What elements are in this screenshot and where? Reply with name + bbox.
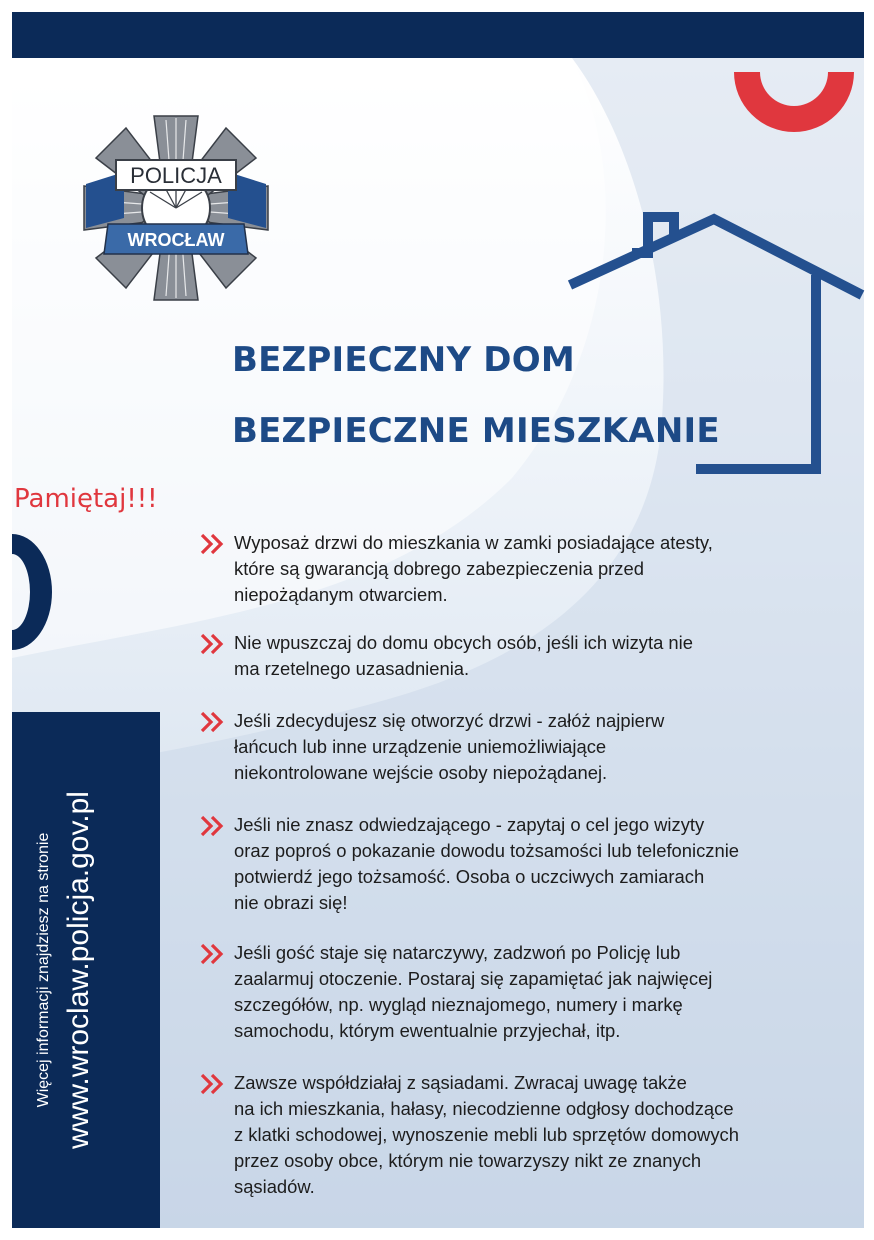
- headline-line-2: BEZPIECZNE MIESZKANIE: [232, 411, 720, 451]
- tip-line: przez osoby obce, którym nie towarzyszy nikt ze znanych: [234, 1150, 702, 1171]
- tip-text: [234, 708, 864, 786]
- tip-line: nie obrazi się!: [234, 892, 348, 913]
- tip-line: z klatki schodowej, wynoszenie mebli lub sprzętów domowych: [234, 1124, 739, 1145]
- double-chevron-icon: [200, 711, 226, 733]
- tip-line: Jeśli gość staje się natarczywy, zadzwoń po Policję lub: [234, 942, 681, 963]
- logo-top-text: POLICJA: [130, 163, 222, 188]
- tip-line: ma rzetelnego uzasadnienia.: [234, 658, 470, 679]
- tip-line: Wyposaż drzwi do mieszkania w zamki posiadające atesty,: [234, 532, 713, 553]
- sidebar-info-line: Więcej informacji znajdziesz na stronie: [35, 832, 52, 1108]
- website-url: www.wroclaw.policja.gov.pl: [62, 791, 95, 1149]
- red-semicircle-decoration: [728, 40, 860, 136]
- tip-line: Jeśli nie znasz odwiedzającego - zapytaj o cel jego wizyty: [234, 814, 705, 835]
- logo-bottom-text: WROCŁAW: [127, 230, 225, 250]
- tip-text: [234, 940, 864, 1044]
- tip-text: [234, 1070, 864, 1200]
- tip-line: szczegółów, np. wygląd nieznajomego, numery i markę: [234, 994, 683, 1015]
- remember-label: Pamiętaj!!!: [14, 484, 158, 514]
- tip-line: samochodu, którym ewentualnie przyjechał, itp.: [234, 1020, 621, 1041]
- navy-semicircle-decoration: [12, 534, 54, 650]
- tip-line: które są gwarancją dobrego zabezpieczenia przed: [234, 558, 644, 579]
- tip-line: na ich mieszkania, hałasy, niecodzienne odgłosy dochodzące: [234, 1098, 734, 1119]
- tip-line: łańcuch lub inne urządzenie uniemożliwiające: [234, 736, 607, 757]
- police-star-logo: [68, 108, 284, 318]
- tip-line: Jeśli zdecydujesz się otworzyć drzwi - załóż najpierw: [234, 710, 665, 731]
- tip-text: [234, 630, 864, 682]
- tip-line: sąsiadów.: [234, 1176, 315, 1197]
- tip-line: potwierdź jego tożsamość. Osoba o uczciwych zamiarach: [234, 866, 705, 887]
- tip-line: Nie wpuszczaj do domu obcych osób, jeśli ich wizyta nie: [234, 632, 693, 653]
- tip-line: zaalarmuj otoczenie. Postaraj się zapamiętać jak najwięcej: [234, 968, 713, 989]
- double-chevron-icon: [200, 943, 226, 965]
- headline-line-1: BEZPIECZNY DOM: [232, 340, 575, 380]
- tip-text: [234, 530, 864, 608]
- double-chevron-icon: [200, 533, 226, 555]
- double-chevron-icon: [200, 1073, 226, 1095]
- double-chevron-icon: [200, 815, 226, 837]
- tip-line: niekontrolowane wejście osoby niepożądanej.: [234, 762, 608, 783]
- tip-text: [234, 812, 864, 916]
- tip-line: Zawsze współdziałaj z sąsiadami. Zwracaj uwagę także: [234, 1072, 687, 1093]
- sidebar-info-text: [31, 735, 141, 1205]
- tip-line: oraz poproś o pokazanie dowodu tożsamości lub telefonicznie: [234, 840, 740, 861]
- double-chevron-icon: [200, 633, 226, 655]
- tip-line: niepożądanym otwarciem.: [234, 584, 448, 605]
